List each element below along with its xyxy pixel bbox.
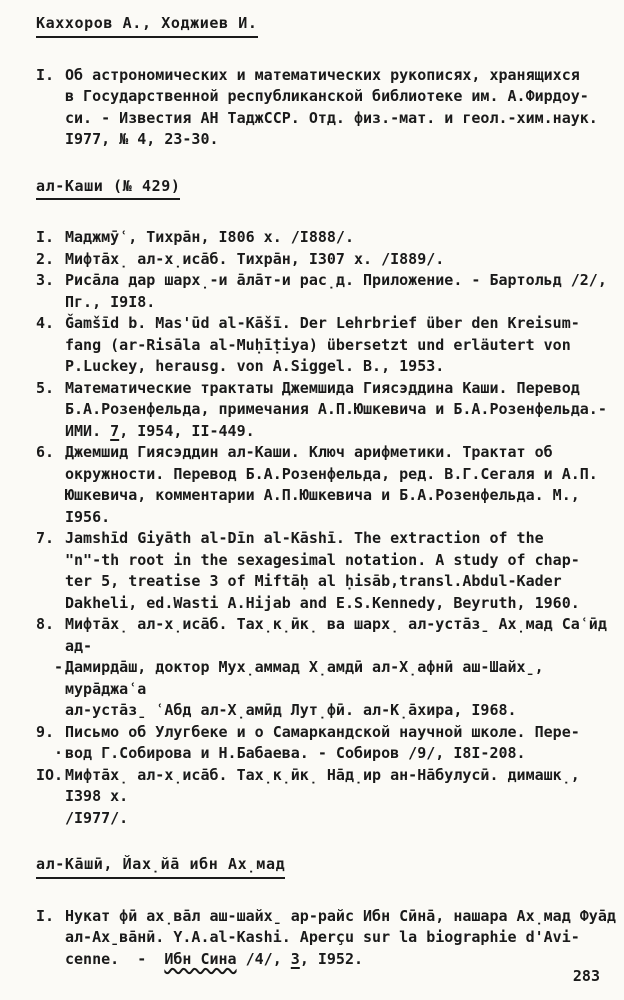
- item-number: 6.: [36, 443, 55, 461]
- item-line: [65, 614, 616, 657]
- text-segment: ИМИ.: [65, 421, 111, 440]
- bib-item: [36, 313, 616, 378]
- item-line: [65, 399, 616, 421]
- text-segment: I977, № 4, 23-30.: [65, 130, 219, 148]
- section-heading: [36, 854, 616, 879]
- item-number: 8.: [36, 615, 55, 633]
- item-line: [65, 464, 616, 486]
- item-text: [65, 442, 616, 528]
- bib-section: [36, 854, 616, 970]
- item-line: [65, 356, 616, 378]
- section-heading-text: ал-Ка̄шӣ, Йах̣йа̄ ибн Ах̣мад: [36, 854, 285, 879]
- item-line: [65, 808, 616, 830]
- text-segment: fang (ar-Risāla al-Muḥīṭiya) übersetzt und erläutert von: [65, 335, 571, 354]
- text-segment: Б.А.Розенфельда, примечания А.П.Юшкевича и Б.А.Розенфельда.-: [65, 400, 607, 418]
- bib-section: [36, 176, 616, 830]
- text-segment: вод Г.Собирова и Н.Бабаева. - Собиров /9/, I8I-208.: [65, 744, 526, 762]
- item-line: [65, 571, 616, 593]
- text-segment: -: [54, 658, 64, 676]
- item-line: [65, 906, 616, 928]
- text-segment: в Государственной республиканской библиотеке им. А.Фирдоу-: [65, 87, 589, 105]
- item-text: [54, 614, 616, 722]
- text-segment: Письмо об Улугбеке и о Самаркандской научной школе. Пере-: [65, 722, 580, 741]
- item-number: 2.: [36, 249, 55, 268]
- text-segment: Ǧamšīd b. Mas'ūd al-Kāšī. Der Lehrbrief über den Kreisum-: [65, 314, 580, 332]
- text-segment: 7: [110, 421, 120, 440]
- text-segment: Dakheli, ed.Wasti A.Hijab and E.S.Kennedy, Beyruth, 1960.: [65, 593, 580, 612]
- item-number: I.: [36, 906, 55, 925]
- item-number: IO.: [36, 765, 64, 784]
- section-heading-text: Каххоров А., Ходжиев И.: [36, 13, 258, 38]
- item-line: [65, 722, 616, 744]
- text-segment: Дамирда̄ш, доктор Мух̣аммад Х̣амдӣ ал-Х̣афнӣ аш-Шайх̱, мура̄джаʿа: [65, 658, 553, 698]
- item-number: 5.: [36, 378, 55, 397]
- item-text: [65, 313, 616, 378]
- bib-item: [36, 270, 616, 313]
- text-segment: ter 5, treatise 3 of Miftāḥ al ḥisāb,transl.Abdul-Kader: [65, 572, 562, 590]
- section-heading-text: ал-Каши (№ 429): [36, 176, 180, 201]
- item-line: [65, 507, 616, 529]
- text-segment: Ибн Сина: [164, 949, 237, 968]
- text-segment: , I954, II-449.: [119, 421, 255, 440]
- item-line: [65, 65, 616, 87]
- item-line: [65, 227, 616, 249]
- item-line: [65, 485, 616, 507]
- item-number: I.: [36, 228, 55, 246]
- item-line: [65, 700, 616, 722]
- item-number: 7.: [36, 529, 55, 547]
- bib-item: [36, 765, 616, 830]
- item-text: [65, 270, 616, 313]
- item-line: [65, 270, 616, 292]
- text-segment: Об астрономических и математических рукописях, хранящихся: [65, 65, 580, 84]
- item-line: [65, 378, 616, 400]
- text-segment: Математические трактаты Джемшида Гиясэддина Каши. Перевод: [65, 378, 580, 397]
- item-line: [65, 86, 616, 108]
- item-number: 9.: [36, 722, 55, 741]
- item-line: [65, 335, 616, 357]
- text-segment: P.Luckey, herausg. von A.Siggel. B., 1953.: [65, 357, 445, 375]
- item-text: [54, 722, 616, 765]
- bib-item: [36, 227, 616, 249]
- item-text: [65, 227, 616, 249]
- text-segment: ал-уста̄з̱ ʿАбд ал-Х̣амӣд Лут̣фӣ. ал-К̣а̄хира, I968.: [65, 701, 517, 719]
- bib-item: [36, 528, 616, 614]
- item-line: [54, 657, 616, 700]
- item-text: [65, 249, 616, 271]
- text-segment: Юшкевича, комментарии А.П.Юшкевича и Б.А.Розенфельда. М.,: [65, 486, 580, 504]
- bib-item: [36, 65, 616, 151]
- text-segment: си. - Известия АН ТаджССР. Отд. физ.-мат. и геол.-хим.наук.: [65, 108, 598, 127]
- item-line: [65, 108, 616, 130]
- page-number: 283: [572, 966, 600, 985]
- item-line: [65, 949, 616, 971]
- text-segment: ал-Ах̱ва̄нӣ. Y.A.al-Kashi. Aperçu sur la biographie d'Avi-: [65, 928, 580, 946]
- text-segment: , I952.: [299, 949, 364, 968]
- text-segment: Мифта̄х̣ ал-х̣иса̄б. Тихра̄н, I307 х. /I889/.: [65, 249, 445, 268]
- section-heading: [36, 176, 616, 201]
- item-line: [65, 765, 616, 808]
- item-text: [65, 906, 616, 971]
- text-segment: Jamshīd Giyāth al-Dīn al-Kāshī. The extraction of the: [65, 529, 544, 547]
- item-line: [65, 421, 616, 443]
- bib-item: [36, 722, 616, 765]
- text-segment: Мифта̄х̣ ал-х̣иса̄б. Тах̣к̣ӣк̣ На̄д̣ир ан-На̄булусӣ. димашк̣, I398 х.: [65, 765, 589, 805]
- bib-item: [36, 442, 616, 528]
- text-segment: окружности. Перевод Б.А.Розенфельда, ред. В.Г.Сегаля и А.П.: [65, 464, 598, 483]
- item-line: [65, 249, 616, 271]
- item-line: [54, 743, 616, 765]
- item-text: [65, 378, 616, 443]
- item-line: [65, 528, 616, 550]
- item-line: [65, 593, 616, 615]
- text-segment: Риса̄ла дар шарх̣-и а̄ла̄т-и рас̣д. Приложение. - Бартольд /2/,: [65, 271, 607, 289]
- bib-section: [36, 13, 616, 151]
- item-line: [65, 292, 616, 314]
- section-heading: [36, 13, 616, 38]
- item-number: I.: [36, 65, 55, 84]
- text-segment: I956.: [65, 507, 111, 526]
- text-segment: Маджмӯʿ, Тихра̄н, I806 х. /I888/.: [65, 228, 354, 246]
- item-line: [65, 550, 616, 572]
- text-segment: Пг., I9I8.: [65, 292, 156, 311]
- item-line: [65, 129, 616, 151]
- text-segment: Мифта̄х̣ ал-х̣иса̄б. Тах̣к̣ӣк̣ ва шарх̣ ал-уста̄з̱ Ах̣мад Саʿӣд ад-: [65, 615, 616, 655]
- item-number: 3.: [36, 271, 55, 289]
- item-text: [65, 765, 616, 830]
- bibliography: [36, 13, 616, 970]
- item-number: 4.: [36, 314, 55, 332]
- item-line: [65, 313, 616, 335]
- text-segment: /I977/.: [65, 808, 129, 827]
- text-segment: Джемшид Гиясэддин ал-Каши. Ключ арифметики. Трактат об: [65, 443, 553, 461]
- text-segment: 3: [290, 949, 300, 968]
- item-line: [65, 442, 616, 464]
- bib-item: [36, 614, 616, 722]
- bib-item: [36, 249, 616, 271]
- bib-item: [36, 906, 616, 971]
- text-segment: /4/,: [236, 949, 291, 968]
- item-text: [65, 65, 616, 151]
- bib-item: [36, 378, 616, 443]
- item-line: [65, 927, 616, 949]
- text-segment: Нукат фӣ ах̣ва̄л аш-шайх̱ ар-райс Ибн Сӣна̄, нашара Ах̣мад Фуа̄д: [65, 906, 616, 925]
- text-segment: ·: [54, 744, 64, 762]
- text-segment: cenne. -: [65, 949, 165, 968]
- text-segment: "n"-th root in the sexagesimal notation. A study of chap-: [65, 550, 580, 569]
- item-text: [65, 528, 616, 614]
